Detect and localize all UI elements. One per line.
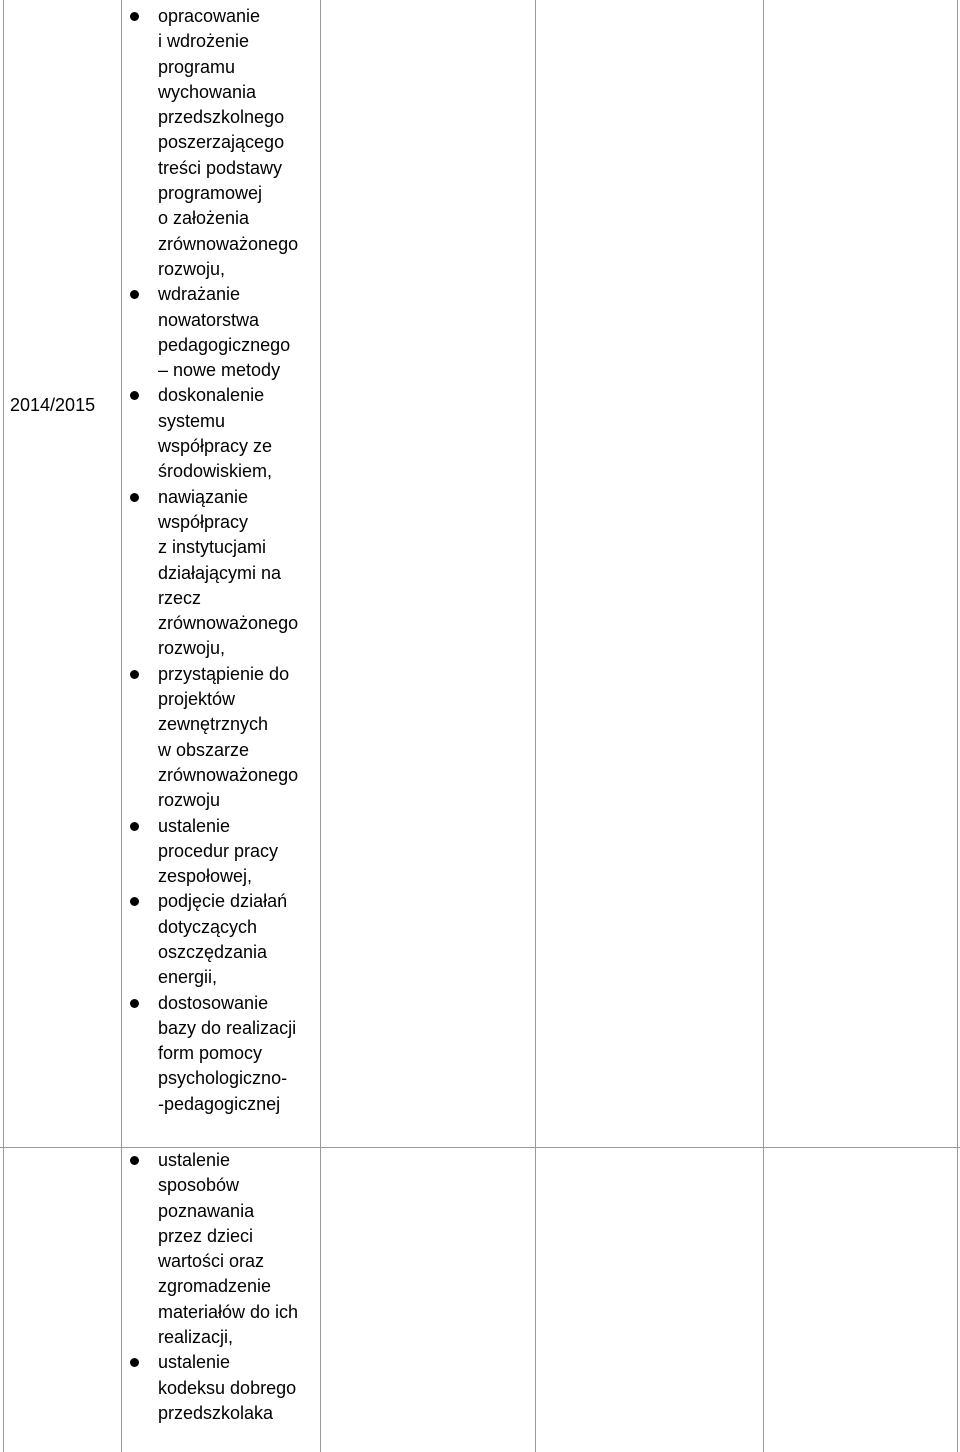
bullet-icon bbox=[130, 670, 139, 679]
list-item: opracowanie i wdrożenie programu wychowania przedszkolnego poszerzającego treści podstawy programowej o założenia zrównoważonego rozwoju, bbox=[123, 4, 323, 282]
list-item: wdrażanie nowatorstwa pedagogicznego – nowe metody bbox=[123, 282, 323, 383]
goals-list-row1 bbox=[123, 4, 323, 1117]
year-cell: 2014/2015 bbox=[10, 395, 96, 415]
bullet-icon bbox=[130, 1156, 139, 1165]
table-border-left bbox=[3, 0, 4, 1452]
column-divider-3 bbox=[535, 0, 536, 1452]
list-item: doskonalenie systemu współpracy ze środowiskiem, bbox=[123, 383, 323, 484]
list-item: ustalenie procedur pracy zespołowej, bbox=[123, 814, 323, 890]
list-item: ustalenie sposobów poznawania przez dzieci wartości oraz zgromadzenie materiałów do ich realizacji, bbox=[123, 1148, 323, 1350]
bullet-icon bbox=[130, 12, 139, 21]
goals-list-row2 bbox=[123, 1148, 323, 1426]
table-border-right bbox=[957, 0, 958, 1452]
column-divider-4 bbox=[763, 0, 764, 1452]
list-item: przystąpienie do projektów zewnętrznych w obszarze zrównoważonego rozwoju bbox=[123, 662, 323, 814]
bullet-icon bbox=[130, 897, 139, 906]
list-item: dostosowanie bazy do realizacji form pomocy psychologiczno- -pedagogicznej bbox=[123, 991, 323, 1117]
bullet-icon bbox=[130, 493, 139, 502]
bullet-icon bbox=[130, 1358, 139, 1367]
list-item: nawiązanie współpracy z instytucjami działającymi na rzecz zrównoważonego rozwoju, bbox=[123, 485, 323, 662]
column-divider-1 bbox=[121, 0, 122, 1452]
bullet-icon bbox=[130, 822, 139, 831]
list-item: ustalenie kodeksu dobrego przedszkolaka bbox=[123, 1350, 323, 1426]
list-item: podjęcie działań dotyczących oszczędzania energii, bbox=[123, 889, 323, 990]
bullet-icon bbox=[130, 999, 139, 1008]
bullet-icon bbox=[130, 290, 139, 299]
bullet-icon bbox=[130, 391, 139, 400]
